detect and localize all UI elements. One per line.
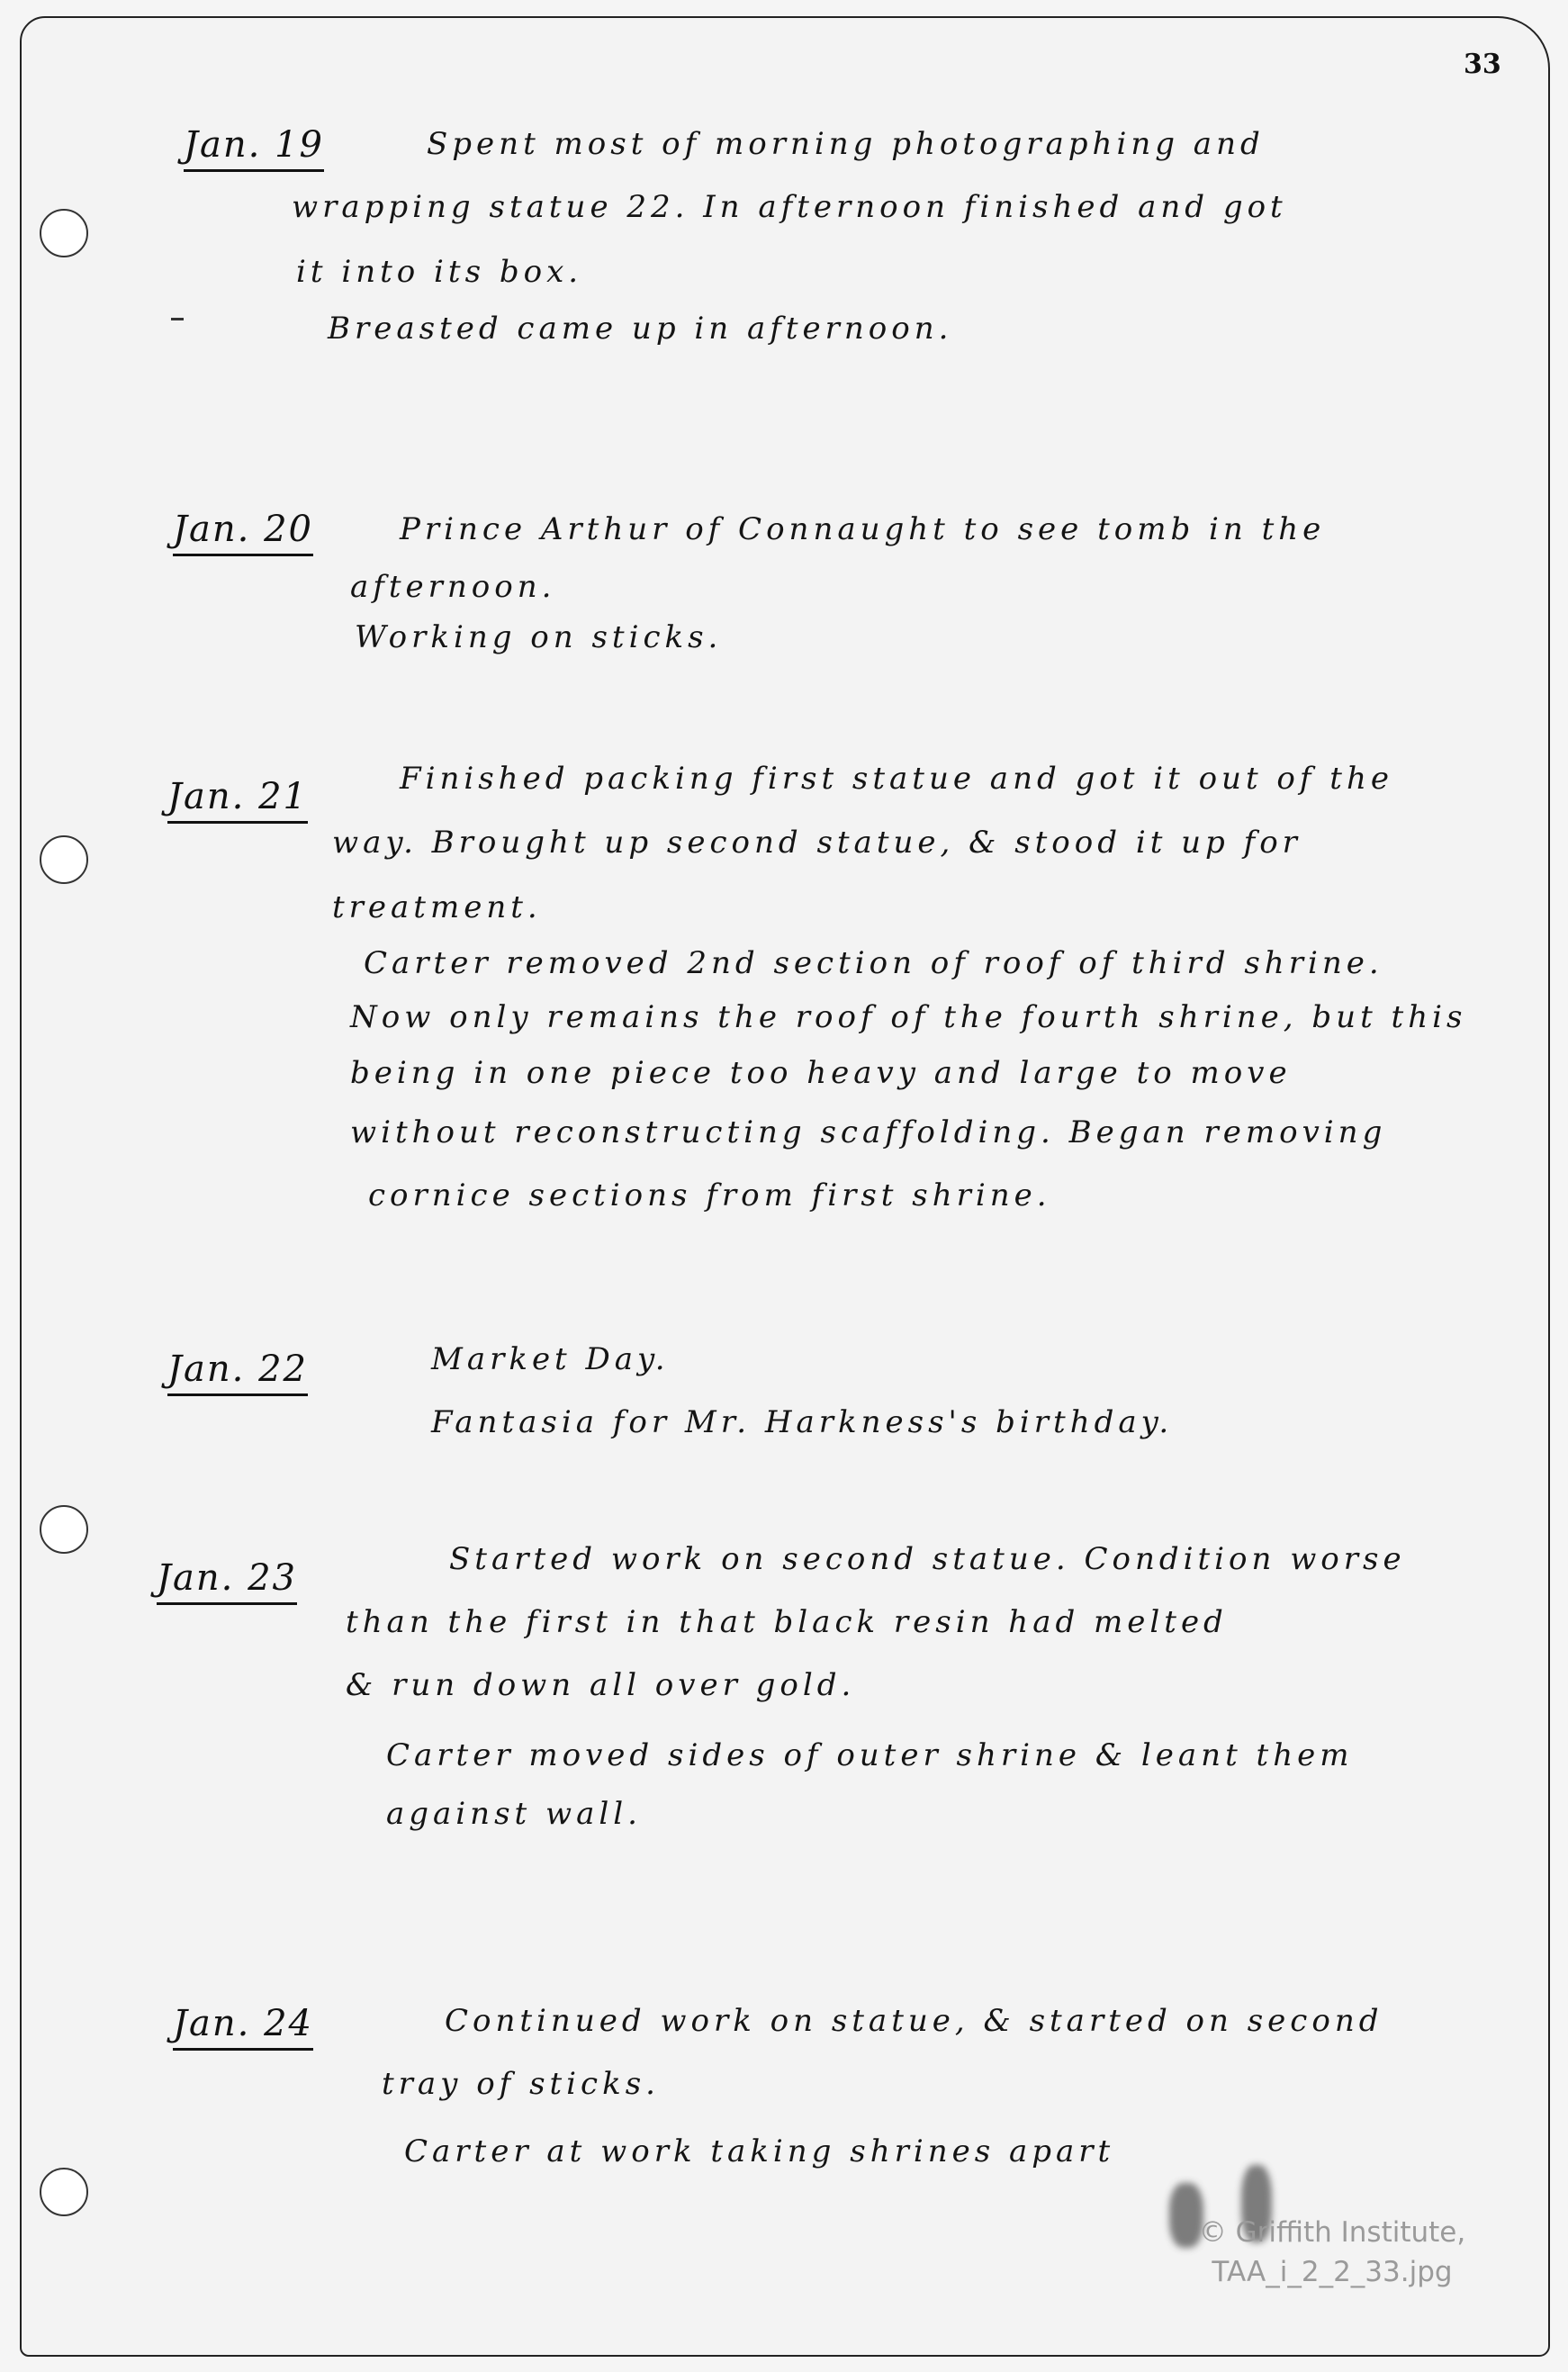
entry-line: Market Day. — [431, 1341, 670, 1377]
entry-line: Carter at work taking shrines apart — [404, 2133, 1115, 2169]
entry-line: way. Brought up second statue, & stood it up for — [332, 825, 1302, 861]
entry-date: Jan. 23 — [157, 1557, 297, 1605]
entry-line: Finished packing first statue and got it out of the — [400, 761, 1393, 797]
diary-page — [20, 16, 1550, 2357]
entry-line: it into its box. — [296, 254, 583, 290]
entry-line: Carter moved sides of outer shrine & leant them — [386, 1737, 1354, 1773]
entry-line: & run down all over gold. — [346, 1667, 856, 1703]
entry-line: Now only remains the roof of the fourth shrine, but this — [350, 999, 1467, 1035]
entry-date: Jan. 20 — [173, 509, 313, 556]
entry-line: Spent most of morning photographing and — [427, 126, 1265, 162]
entry-date: Jan. 19 — [184, 124, 324, 172]
entry-line: Continued work on statue, & started on second — [445, 2003, 1383, 2039]
entry-line: cornice sections from first shrine. — [368, 1177, 1051, 1213]
punch-hole-top — [40, 209, 88, 257]
entry-line: against wall. — [386, 1796, 642, 1832]
entry-line: Working on sticks. — [355, 619, 723, 655]
copyright-watermark — [1170, 2213, 1494, 2292]
entry-line: Fantasia for Mr. Harkness's birthday. — [431, 1404, 1174, 1440]
entry-line: Started work on second statue. Condition worse — [449, 1541, 1406, 1577]
punch-hole-middle — [40, 835, 88, 884]
punch-hole-bottom — [40, 2168, 88, 2216]
page-number: 33 — [1464, 49, 1501, 80]
copyright-line: © Griffith Institute, — [1198, 2216, 1466, 2249]
entry-line: afternoon. — [350, 569, 556, 605]
entry-line: Breasted came up in afternoon. — [328, 311, 953, 347]
entry-line: treatment. — [332, 889, 542, 925]
entry-line: than the first in that black resin had melted — [346, 1604, 1228, 1640]
entry-line: tray of sticks. — [382, 2066, 660, 2102]
entry-line: without reconstructing scaffolding. Began removing — [350, 1114, 1387, 1150]
entry-line: Prince Arthur of Connaught to see tomb in the — [400, 511, 1326, 547]
entry-line: Carter removed 2nd section of roof of third shrine. — [364, 945, 1383, 981]
entry-date: Jan. 21 — [167, 776, 308, 824]
entry-date: Jan. 24 — [173, 2003, 313, 2051]
image-filename: TAA_i_2_2_33.jpg — [1212, 2256, 1453, 2288]
punch-hole-lower — [40, 1505, 88, 1554]
margin-dash — [171, 318, 184, 320]
entry-line: wrapping statue 22. In afternoon finished and got — [292, 189, 1287, 225]
entry-line: being in one piece too heavy and large to move — [350, 1055, 1292, 1091]
entry-date: Jan. 22 — [167, 1348, 308, 1396]
